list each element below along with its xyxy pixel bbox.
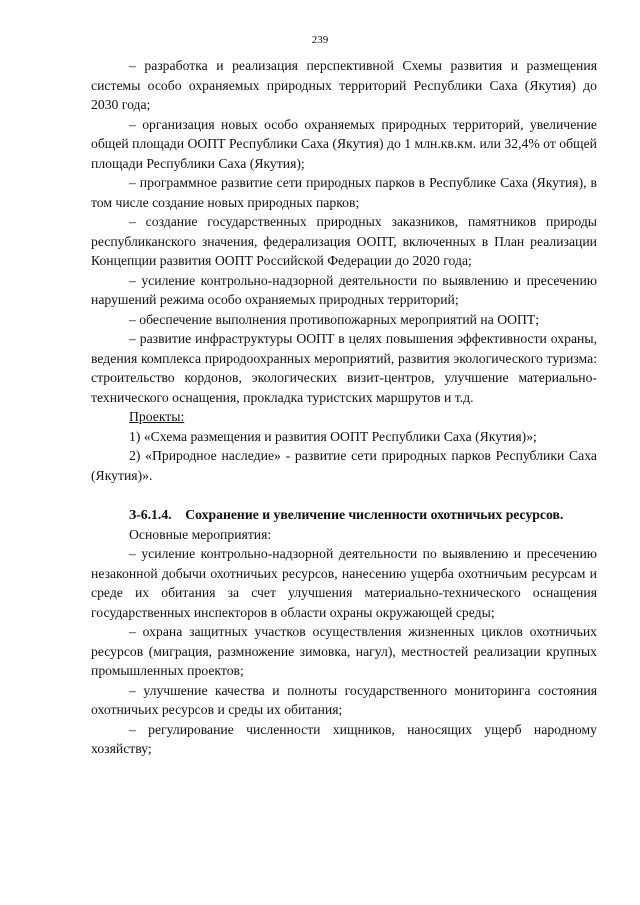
section-title: Сохранение и увеличение численности охотничьих ресурсов. [185, 507, 564, 522]
project-item: 1) «Схема размещения и развития ООПТ Республики Саха (Якутия)»; [129, 428, 537, 444]
list-item: – охрана защитных участков осуществления жизненных циклов охотничьих ресурсов (миграция, размножение зимовка, нагул), местностей реализации крупных промышленных проектов; [91, 624, 597, 678]
list-item: – улучшение качества и полноты государственного мониторинга состояния охотничьих ресурсов и среды их обитания; [91, 682, 597, 717]
measures-label: Основные мероприятия: [129, 526, 272, 542]
list-item: – усиление контрольно-надзорной деятельности по выявлению и пресечению нарушений режима особо охраняемых природных территорий; [91, 272, 597, 307]
projects-label: Проекты: [129, 409, 185, 424]
list-item: – развитие инфраструктуры ООПТ в целях повышения эффективности охраны, ведения комплекса природоохранных мероприятий, развития экологического туризма: строительство кордонов, экологических визит-центров, улучшение материально-технического оснащения, прокладка туристских маршрутов и т.д. [91, 331, 597, 405]
document-body [91, 56, 597, 759]
list-item: – разработка и реализация перспективной Схемы развития и размещения системы особо охраняемых природных территорий Республики Саха (Якутия) до 2030 года; [91, 58, 597, 112]
list-item: – обеспечение выполнения противопожарных мероприятий на ООПТ; [129, 311, 540, 327]
page-number: 239 [311, 34, 329, 46]
section-number: З-6.1.4. [129, 507, 172, 522]
projects-label-line [91, 407, 597, 427]
section-heading [91, 505, 597, 525]
list-item: – создание государственных природных заказников, памятников природы республиканского значения, федерализация ООПТ, включенных в План реализации Концепции развития ООПТ Российской Федерации до 2020 года; [91, 214, 597, 268]
list-item: – программное развитие сети природных парков в Республике Саха (Якутия), в том числе создание новых природных парков; [91, 175, 597, 210]
list-item: – регулирование численности хищников, наносящих ущерб народному хозяйству; [91, 721, 597, 756]
project-item: 2) «Природное наследие» - развитие сети природных парков Республики Саха (Якутия)». [91, 448, 597, 483]
list-item: – организация новых особо охраняемых природных территорий, увеличение общей площади ООПТ Республики Саха (Якутия) до 1 млн.кв.км. или 32,4% от общей площади Республики Саха (Якутия); [91, 116, 597, 171]
list-item: – усиление контрольно-надзорной деятельности по выявлению и пресечению незаконной добычи охотничьих ресурсов, нанесению ущерба охотничьим ресурсам и среде их обитания за счет улучшения материально-технического оснащения государственных инспекторов в области охраны окружающей среды; [91, 546, 597, 620]
